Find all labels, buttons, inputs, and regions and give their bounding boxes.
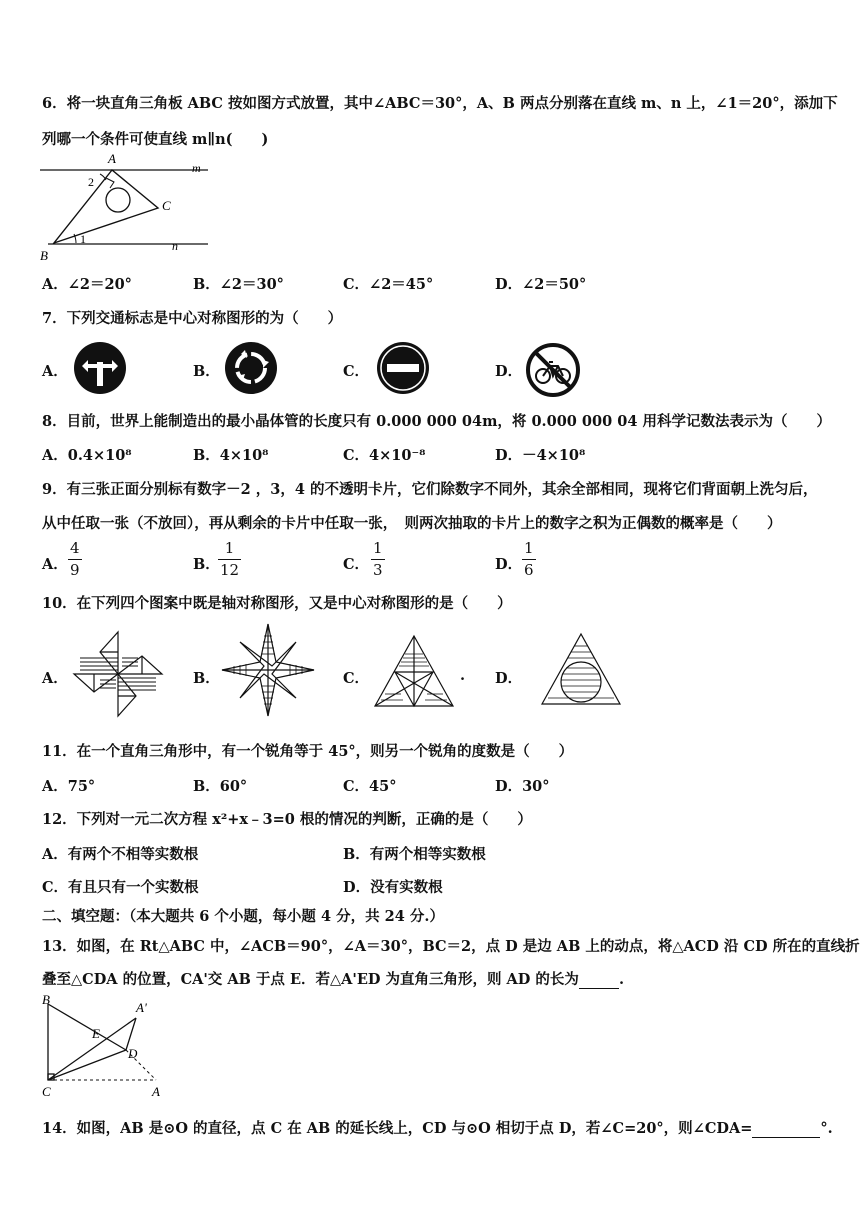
q9-d-numerator: 1 — [524, 539, 534, 557]
q13-stem-line2-text: 叠至△CDA 的位置，CA'交 AB 于点 E．若△A'ED 为直角三角形，则 AD 的长为 — [42, 971, 579, 988]
q11-option-c[interactable]: C．45° — [343, 778, 397, 795]
q9-stem-line2: 从中任取一张（不放回），再从剩余的卡片中任取一张， 则两次抽取的卡片上的数字之积为正偶数的概率是（ ） — [42, 515, 782, 532]
q10-stem: 10．在下列四个图案中既是轴对称图形，又是中心对称图形的是（ ） — [42, 595, 512, 612]
q9-option-c-label[interactable]: C． — [343, 556, 370, 573]
q6-stem-line2: 列哪一个条件可使直线 m∥n( ) — [42, 131, 269, 148]
q6-label-angle1: 1 — [80, 232, 86, 246]
q10-option-a-label[interactable]: A． — [42, 670, 68, 687]
q6-option-d[interactable]: D．∠2＝50° — [495, 276, 587, 293]
q9-a-numerator: 4 — [70, 539, 80, 557]
q9-option-b-label[interactable]: B． — [193, 556, 220, 573]
q7-option-c-label[interactable]: C． — [343, 363, 370, 380]
q6-option-b[interactable]: B．∠2＝30° — [193, 276, 284, 293]
q13-label-A: A — [152, 1084, 160, 1099]
q14-stem — [42, 1117, 833, 1138]
q10-option-d-label[interactable]: D． — [495, 670, 523, 687]
q6-label-n: n — [172, 239, 178, 253]
q7-option-d-label[interactable]: D． — [495, 363, 523, 380]
q6-stem-line1: 6．将一块直角三角板 ABC 按如图方式放置，其中∠ABC＝30°，A、B 两点分别落在直线 m、n 上，∠1＝20°，添加下 — [42, 95, 838, 112]
q9-a-denominator: 9 — [70, 561, 80, 579]
q10-pattern-c-triangle[interactable] — [373, 634, 455, 710]
q8-option-d[interactable]: D．－4×10⁸ — [495, 447, 586, 464]
q6-triangle-figure — [40, 150, 220, 262]
q9-option-a-fraction — [68, 541, 82, 578]
q10-pattern-a-pinwheel[interactable] — [70, 630, 166, 718]
q13-answer-blank[interactable] — [579, 974, 619, 989]
q7-sign-b-roundabout-icon[interactable] — [223, 340, 279, 396]
q9-option-d-label[interactable]: D． — [495, 556, 523, 573]
q12-option-c[interactable]: C．有且只有一个实数根 — [42, 879, 199, 896]
q9-option-b-fraction — [218, 541, 241, 578]
q6-label-m: m — [192, 161, 201, 175]
q12-option-b[interactable]: B．有两个相等实数根 — [343, 846, 486, 863]
q6-label-B: B — [40, 248, 48, 262]
q11-stem: 11．在一个直角三角形中，有一个锐角等于 45°，则另一个锐角的度数是（ ） — [42, 743, 574, 760]
q8-option-c[interactable]: C．4×10⁻⁸ — [343, 447, 426, 464]
q13-label-D: D — [128, 1046, 138, 1061]
q7-sign-a-turn-icon[interactable] — [72, 340, 128, 396]
q11-option-a[interactable]: A．75° — [42, 778, 96, 795]
q9-stem-line1: 9．有三张正面分别标有数字－2 ，3，4 的不透明卡片，它们除数字不同外，其余全部相同，现将它们背面朝上洗匀后， — [42, 481, 818, 498]
q9-option-c-fraction — [371, 541, 385, 578]
q13-stem-line2 — [42, 968, 624, 989]
q7-option-b-label[interactable]: B． — [193, 363, 220, 380]
q11-option-d[interactable]: D．30° — [495, 778, 550, 795]
q14-answer-blank[interactable] — [752, 1123, 820, 1138]
q9-b-numerator: 1 — [224, 539, 235, 557]
q13-stem-line1: 13．如图，在 Rt△ABC 中，∠ACB＝90°，∠A＝30°，BC＝2，点 D 是边 AB 上的动点，将△ACD 沿 CD 所在的直线折 — [42, 938, 860, 955]
q9-option-d-fraction — [522, 541, 536, 578]
q7-option-a-label[interactable]: A． — [42, 363, 68, 380]
q9-c-denominator: 3 — [373, 561, 383, 579]
q9-d-denominator: 6 — [524, 561, 534, 579]
q11-option-b[interactable]: B．60° — [193, 778, 248, 795]
q8-stem: 8．目前，世界上能制造出的最小晶体管的长度只有 0.000 000 04m，将 0.000 000 04 用科学记数法表示为（ ） — [42, 413, 831, 430]
q7-sign-c-no-entry-icon[interactable] — [375, 340, 431, 396]
q13-label-E: E — [92, 1026, 100, 1041]
q6-option-c[interactable]: C．∠2＝45° — [343, 276, 434, 293]
q12-option-d[interactable]: D．没有实数根 — [343, 879, 443, 896]
q9-option-a-label[interactable]: A． — [42, 556, 68, 573]
q10-pattern-b-compass-star[interactable] — [220, 622, 316, 718]
q10-pattern-d-triangle-circle[interactable] — [540, 632, 622, 708]
q6-option-a[interactable]: A．∠2＝20° — [42, 276, 132, 293]
q14-stem-text: 14．如图，AB 是⊙O 的直径，点 C 在 AB 的延长线上，CD 与⊙O 相切于点 D，若∠C=20°，则∠CDA= — [42, 1120, 753, 1137]
q6-label-A: A — [108, 151, 116, 166]
q7-sign-d-no-bicycle-icon[interactable] — [525, 342, 581, 398]
q9-b-denominator: 12 — [220, 561, 240, 579]
q9-c-numerator: 1 — [373, 539, 383, 557]
q12-stem: 12．下列对一元二次方程 x²+x﹣3=0 根的情况的判断，正确的是（ ） — [42, 811, 532, 828]
q10-option-c-label[interactable]: C． — [343, 670, 370, 687]
q13-label-C: C — [42, 1084, 51, 1099]
q8-option-b[interactable]: B．4×10⁸ — [193, 447, 269, 464]
q10-trailing-dot: . — [460, 667, 466, 684]
q6-label-angle2: 2 — [88, 175, 94, 189]
q7-stem: 7．下列交通标志是中心对称图形的为（ ） — [42, 310, 343, 327]
q13-folding-figure — [38, 992, 168, 1100]
q13-label-A-prime: A' — [136, 1000, 147, 1015]
q13-label-B: B — [42, 992, 50, 1007]
q8-option-a[interactable]: A．0.4×10⁸ — [42, 447, 132, 464]
q13-period: . — [618, 971, 624, 988]
q6-label-C: C — [162, 198, 171, 213]
q10-option-b-label[interactable]: B． — [193, 670, 220, 687]
section-2-heading: 二、填空题：（本大题共 6 个小题，每小题 4 分，共 24 分.） — [42, 908, 444, 925]
q14-degree-suffix: °. — [820, 1120, 833, 1137]
q12-option-a[interactable]: A．有两个不相等实数根 — [42, 846, 199, 863]
